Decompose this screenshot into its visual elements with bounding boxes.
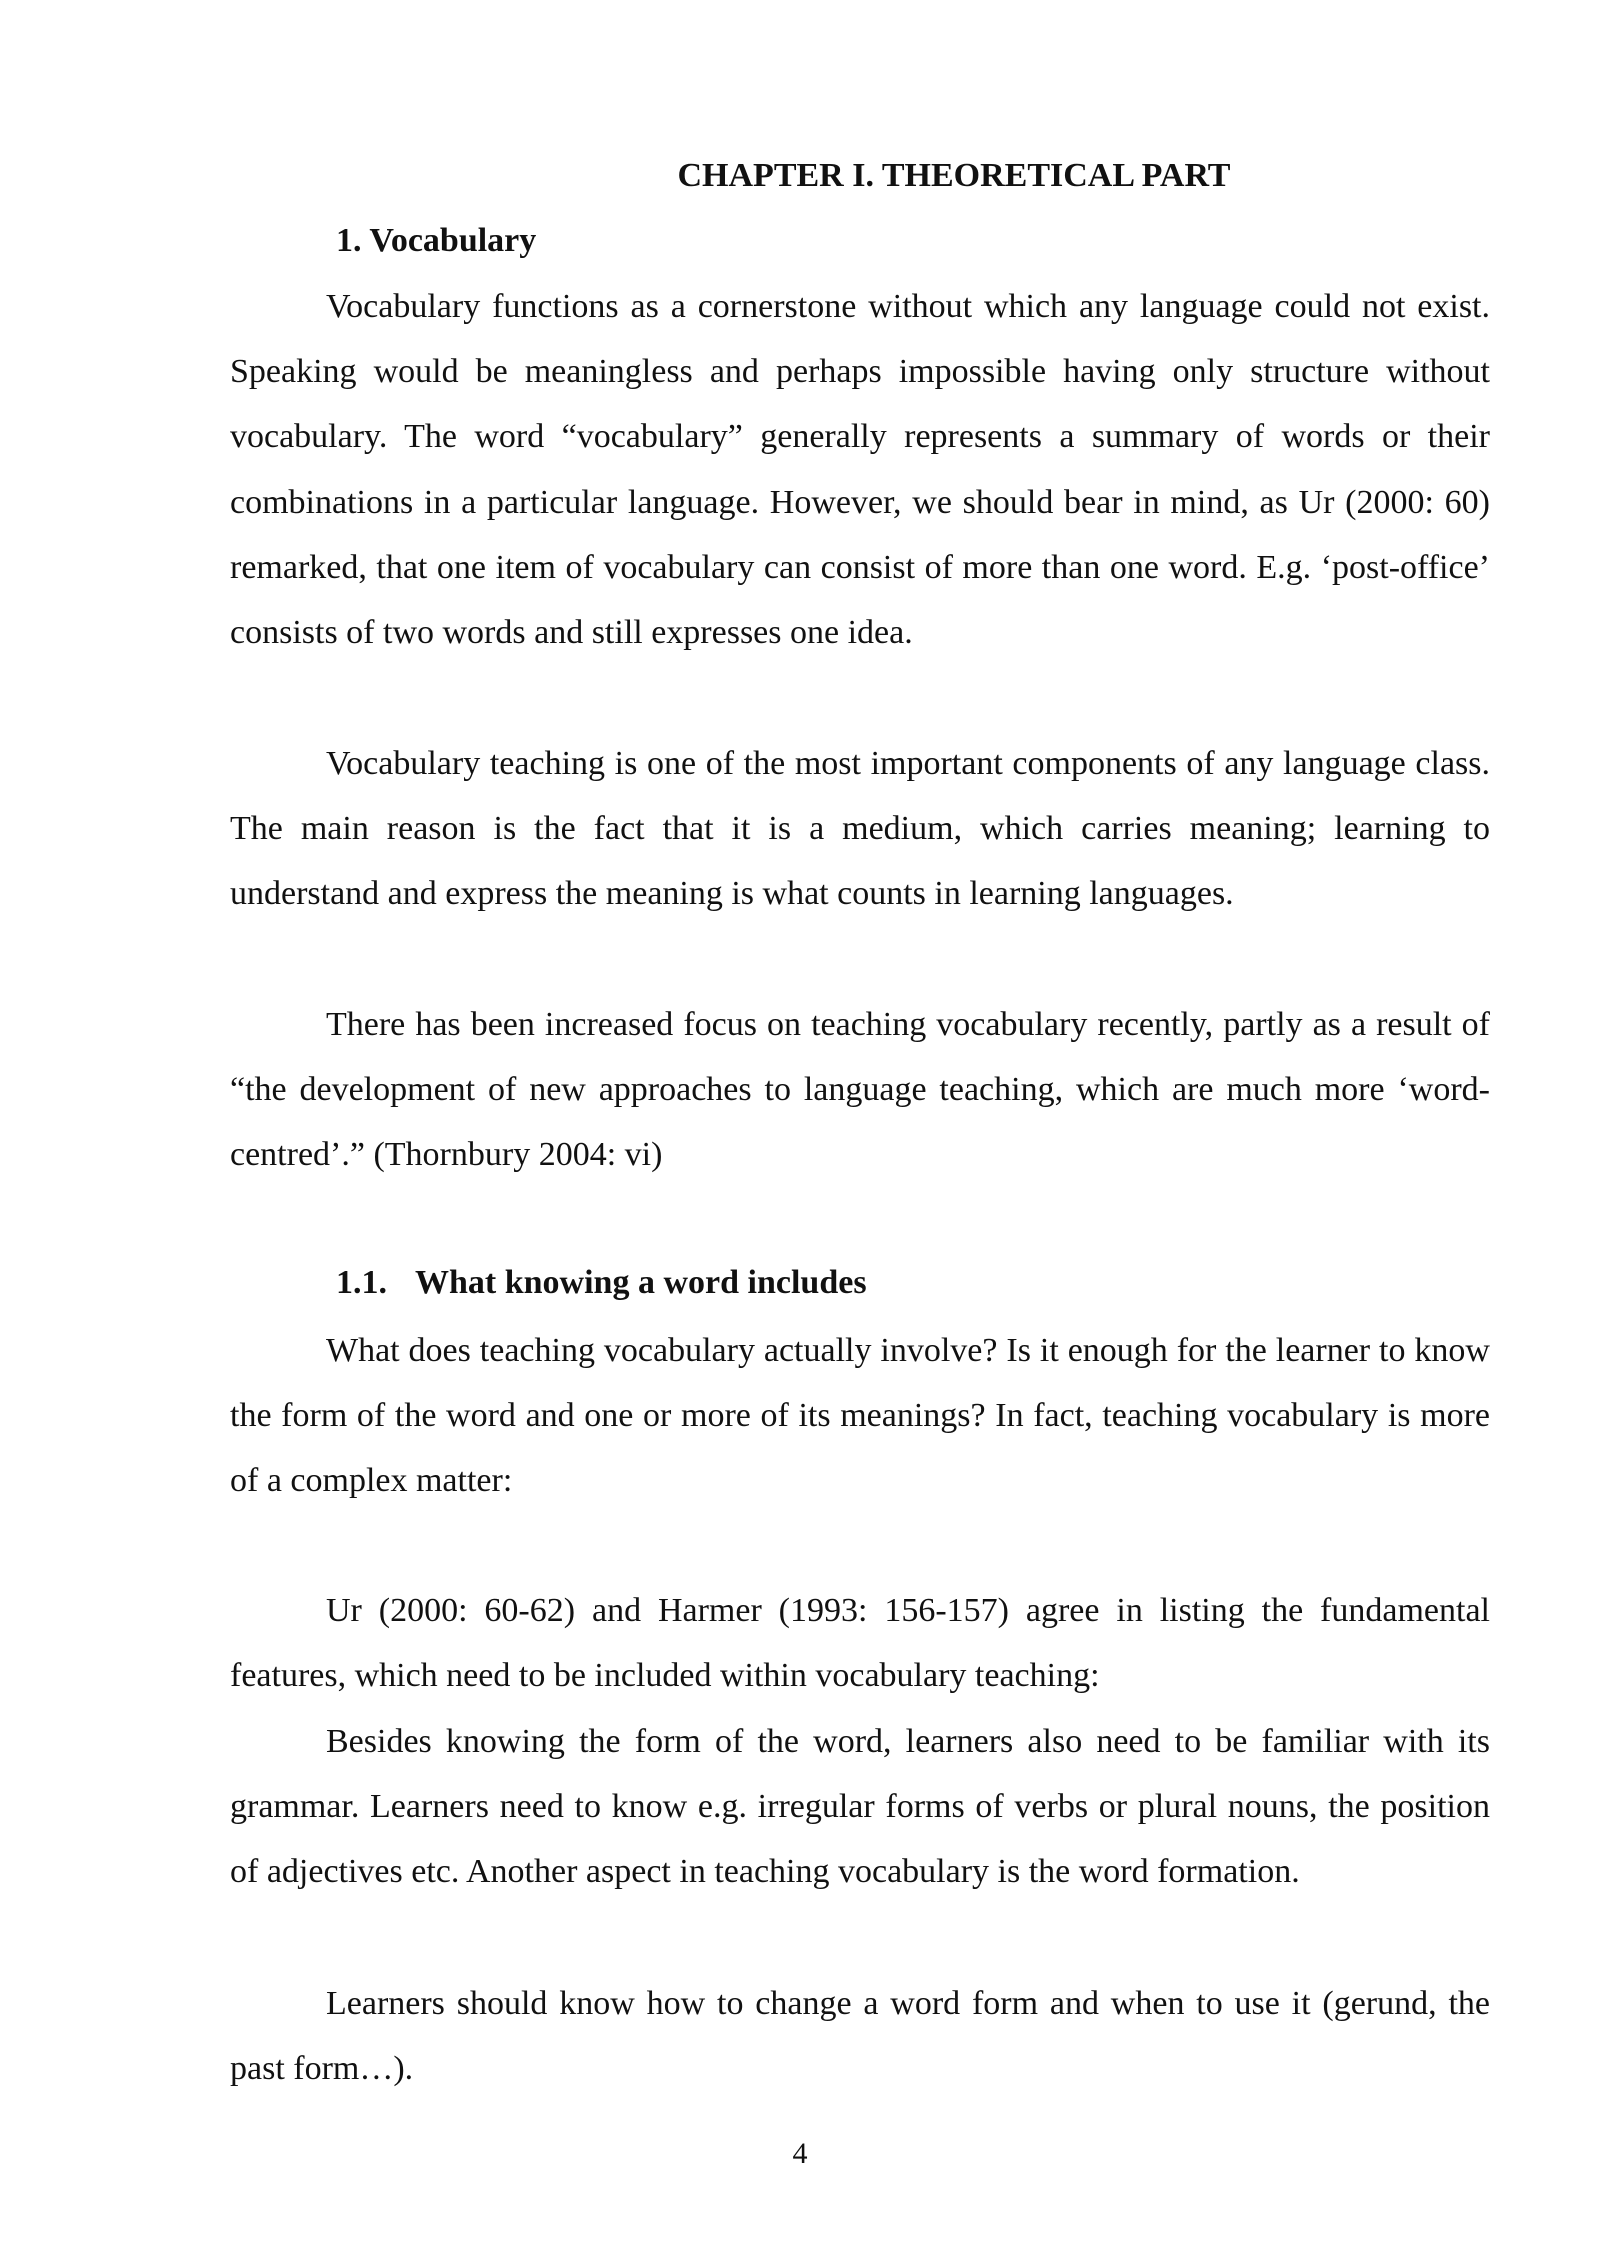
body-paragraph: Vocabulary functions as a cornerstone without which any language could not exist. Speaking would be meaningless and perhaps impossible having only structure without vocabulary. The word “vocabulary” generally represents a summary of words or their combinations in a particular language. However, we should bear in mind, as Ur (2000: 60) remarked, that one item of vocabulary can consist of more than one word. E.g. ‘post-office’ consists of two words and still expresses one idea. xyxy=(230,288,1490,652)
body-paragraph: Vocabulary teaching is one of the most important components of any language class. The main reason is the fact that it is a medium, which carries meaning; learning to understand and express the meaning is what counts in learning languages. xyxy=(230,745,1490,913)
chapter-title: CHAPTER I. THEORETICAL PART xyxy=(677,157,1231,194)
subsection-title: What knowing a word includes xyxy=(415,1264,867,1301)
body-paragraph: Learners should know how to change a word form and when to use it (gerund, the past form…). xyxy=(230,1985,1490,2088)
section-heading-vocabulary xyxy=(336,217,536,265)
page-number: 4 xyxy=(792,2137,808,2170)
body-paragraph: What does teaching vocabulary actually involve? Is it enough for the learner to know the form of the word and one or more of its meanings? In fact, teaching vocabulary is more of a complex matter: xyxy=(230,1332,1490,1500)
section-title: Vocabulary xyxy=(369,222,537,259)
subsection-heading-knowing-a-word xyxy=(336,1259,867,1307)
body-paragraph: There has been increased focus on teaching vocabulary recently, partly as a result of “the development of new approaches to language teaching, which are much more ‘word-centred’.” (Thornbury 2004: vi) xyxy=(230,1006,1490,1174)
body-paragraph: Ur (2000: 60-62) and Harmer (1993: 156-157) agree in listing the fundamental features, which need to be included within vocabulary teaching: xyxy=(230,1592,1490,1695)
subsection-number: 1.1. xyxy=(336,1264,387,1301)
section-number: 1. xyxy=(336,222,362,259)
body-paragraph: Besides knowing the form of the word, learners also need to be familiar with its grammar. Learners need to know e.g. irregular forms of verbs or plural nouns, the position of adjectives etc. Another aspect in teaching vocabulary is the word formation. xyxy=(230,1723,1490,1891)
